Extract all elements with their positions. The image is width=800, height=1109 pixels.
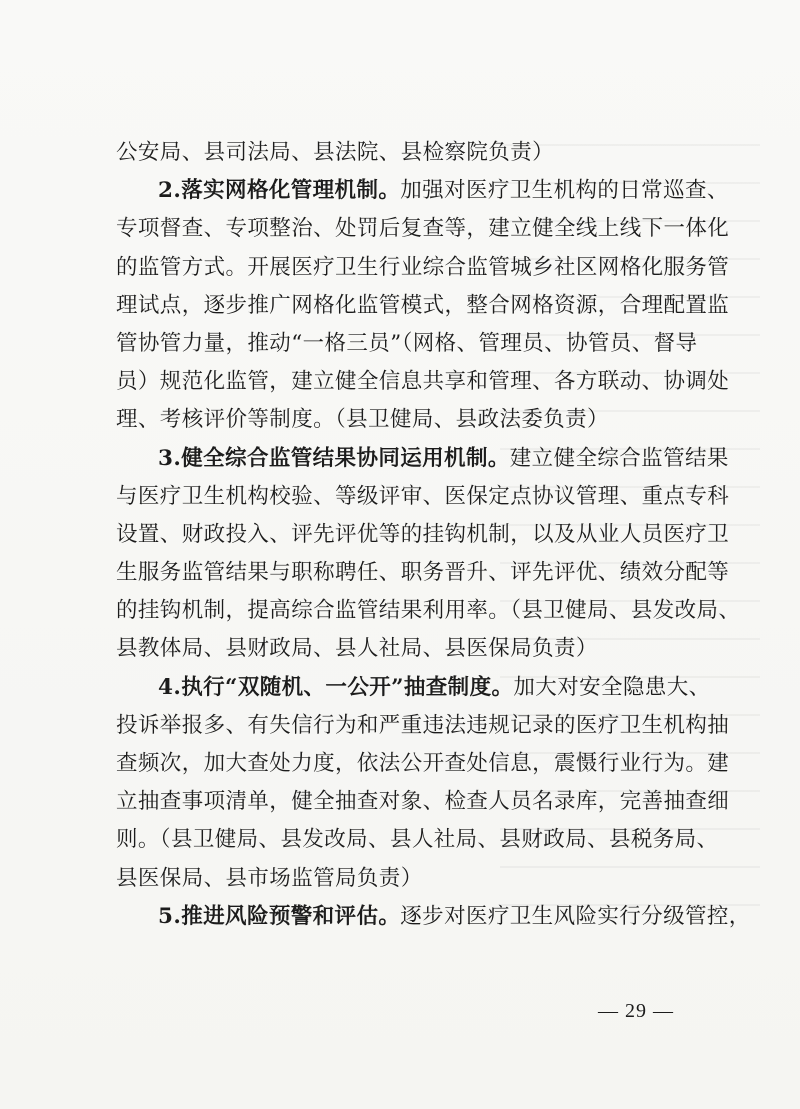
text-line: 与医疗卫生机构校验、等级评审、医保定点协议管理、重点专科 xyxy=(116,483,730,509)
section-number: 3. xyxy=(158,445,182,471)
text-line: 员）规范化监管，建立健全信息共享和管理、各方联动、协调处 xyxy=(116,369,730,395)
section-heading: 落实网格化管理机制。 xyxy=(181,178,401,204)
text-line: 理、考核评价等制度。（县卫健局、县政法委负责） xyxy=(116,407,609,433)
text-line: 立抽查事项清单，健全抽查对象、检查人员名录库，完善抽查细 xyxy=(116,789,730,815)
text-line: 投诉举报多、有失信行为和严重违法违规记录的医疗卫生机构抽 xyxy=(116,712,730,738)
section-heading: 健全综合监管结果协同运用机制。 xyxy=(181,445,510,471)
body-text xyxy=(116,134,751,936)
text-line: 设置、财政投入、评先评优等的挂钩机制，以及从业人员医疗卫 xyxy=(116,521,730,547)
text-run: 逐步对医疗卫生风险实行分级管控， xyxy=(400,903,751,929)
text-line: 公安局、县司法局、县法院、县检察院负责） xyxy=(116,140,555,165)
section-3-line xyxy=(116,440,729,478)
text-line: 县医保局、县市场监管局负责） xyxy=(116,865,423,891)
text-line: 生服务监管结果与职称聘任、职务晋升、评先评优、绩效分配等 xyxy=(116,560,730,586)
text-line: 理试点，逐步推广网格化监管模式，整合网格资源，合理配置监 xyxy=(116,292,730,318)
section-number: 4. xyxy=(158,674,182,700)
text-line: 则。（县卫健局、县发改局、县人社局、县财政局、县税务局、 xyxy=(116,827,719,853)
text-line: 的监管方式。开展医疗卫生行业综合监管城乡社区网格化服务管 xyxy=(116,254,730,280)
text-run: 加大对安全隐患大、 xyxy=(513,674,711,700)
section-heading: 推进风险预警和评估。 xyxy=(181,903,401,929)
section-2-line xyxy=(116,172,729,210)
text-line: 县教体局、县财政局、县人社局、县医保局负责） xyxy=(116,636,598,662)
section-4-line xyxy=(116,669,711,707)
text-run: 建立健全综合监管结果 xyxy=(509,445,729,471)
section-heading: 执行“双随机、一公开”抽查制度。 xyxy=(181,674,514,700)
text-run: 加强对医疗卫生机构的日常巡查、 xyxy=(400,178,729,204)
section-5-line xyxy=(116,898,751,936)
text-line: 查频次，加大查处力度，依法公开查处信息，震慑行业行为。建 xyxy=(116,751,730,776)
section-number: 2. xyxy=(158,178,182,204)
text-line: 管协管力量，推动“一格三员”（网格、管理员、协管员、督导 xyxy=(116,330,698,356)
section-number: 5. xyxy=(158,903,182,929)
text-line: 的挂钩机制，提高综合监管结果利用率。（县卫健局、县发改局、 xyxy=(116,598,741,624)
text-line: 专项督查、专项整治、处罚后复查等，建立健全线上线下一体化 xyxy=(116,216,730,242)
page-number: — 29 — xyxy=(598,1000,674,1022)
